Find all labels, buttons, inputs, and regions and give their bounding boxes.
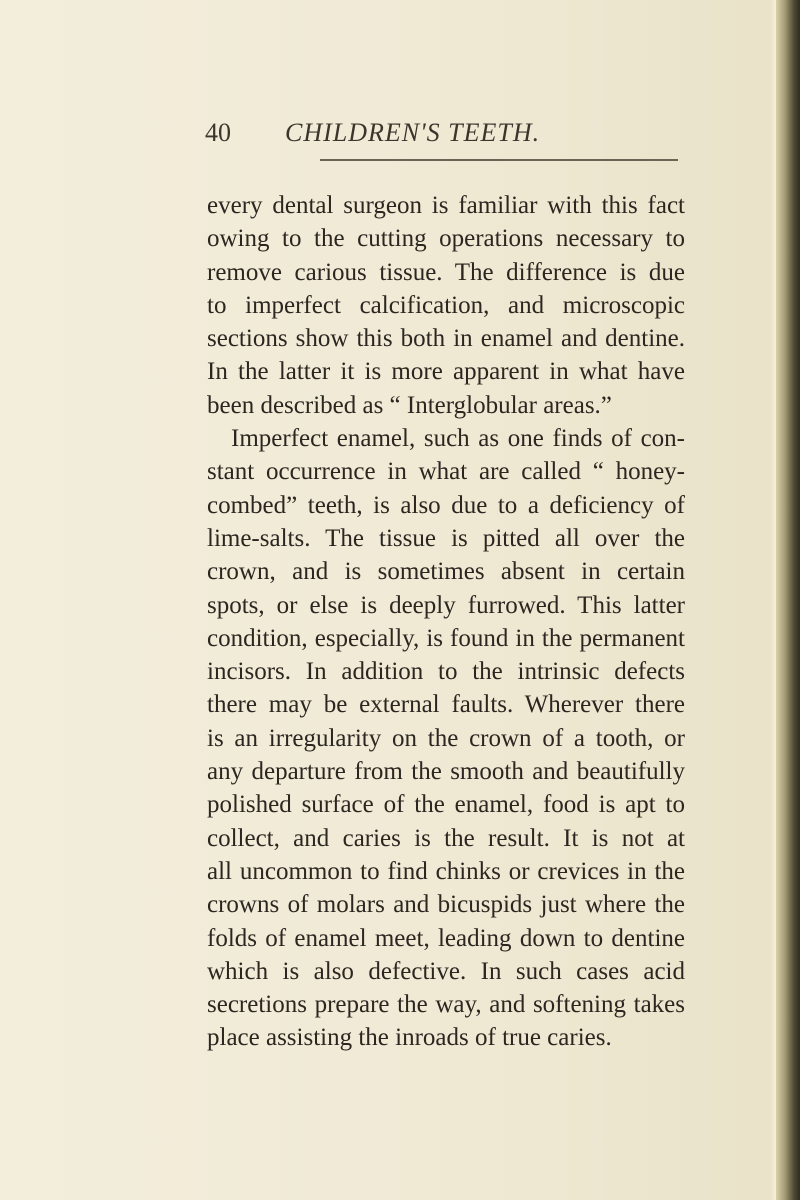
text-line: which is also defective. In such cases acid [207, 957, 685, 985]
text-line: collect, and caries is the result. It is not at [207, 824, 685, 852]
text-line: all uncommon to find chinks or crevices in the [207, 857, 685, 885]
text-line: been described as “ Interglobular areas.” [207, 391, 612, 419]
text-line: place assisting the inroads of true caries. [207, 1024, 612, 1052]
text-line: to imperfect calcification, and microscopic [207, 291, 685, 319]
page-edge-shadow [776, 0, 800, 1200]
page-number: 40 [205, 118, 231, 147]
text-line: combed” teeth, is also due to a deficiency of [207, 491, 685, 519]
text-line: sections show this both in enamel and dentine. [207, 325, 685, 353]
text-line: crowns of molars and bicuspids just where the [207, 891, 685, 919]
text-line: incisors. In addition to the intrinsic defects [207, 658, 685, 686]
text-line: is an irregularity on the crown of a tooth, or [207, 724, 685, 752]
text-line: there may be external faults. Wherever there [207, 691, 685, 719]
text-line: any departure from the smooth and beautifully [207, 758, 685, 786]
text-line: crown, and is sometimes absent in certain [207, 558, 685, 586]
running-header [205, 116, 675, 152]
text-line: spots, or else is deeply furrowed. This latter [207, 591, 685, 619]
text-line: owing to the cutting operations necessary to [207, 225, 685, 253]
header-rule [320, 159, 678, 161]
text-line: remove carious tissue. The difference is due [207, 258, 685, 286]
text-line: In the latter it is more apparent in what have [207, 358, 685, 386]
text-line: folds of enamel meet, leading down to dentine [207, 924, 685, 952]
running-title: CHILDREN'S TEETH. [285, 118, 541, 147]
text-line: polished surface of the enamel, food is apt to [207, 791, 685, 819]
text-line: secretions prepare the way, and softening takes [207, 991, 685, 1019]
text-line: condition, especially, is found in the permanent [207, 624, 685, 652]
text-line: every dental surgeon is familiar with this fact [207, 192, 685, 219]
text-line: lime-salts. The tissue is pitted all over the [207, 524, 685, 552]
body-text [207, 189, 685, 1055]
text-line: stant occurrence in what are called “ honey- [207, 458, 685, 486]
text-line: Imperfect enamel, such as one finds of con- [231, 425, 685, 453]
